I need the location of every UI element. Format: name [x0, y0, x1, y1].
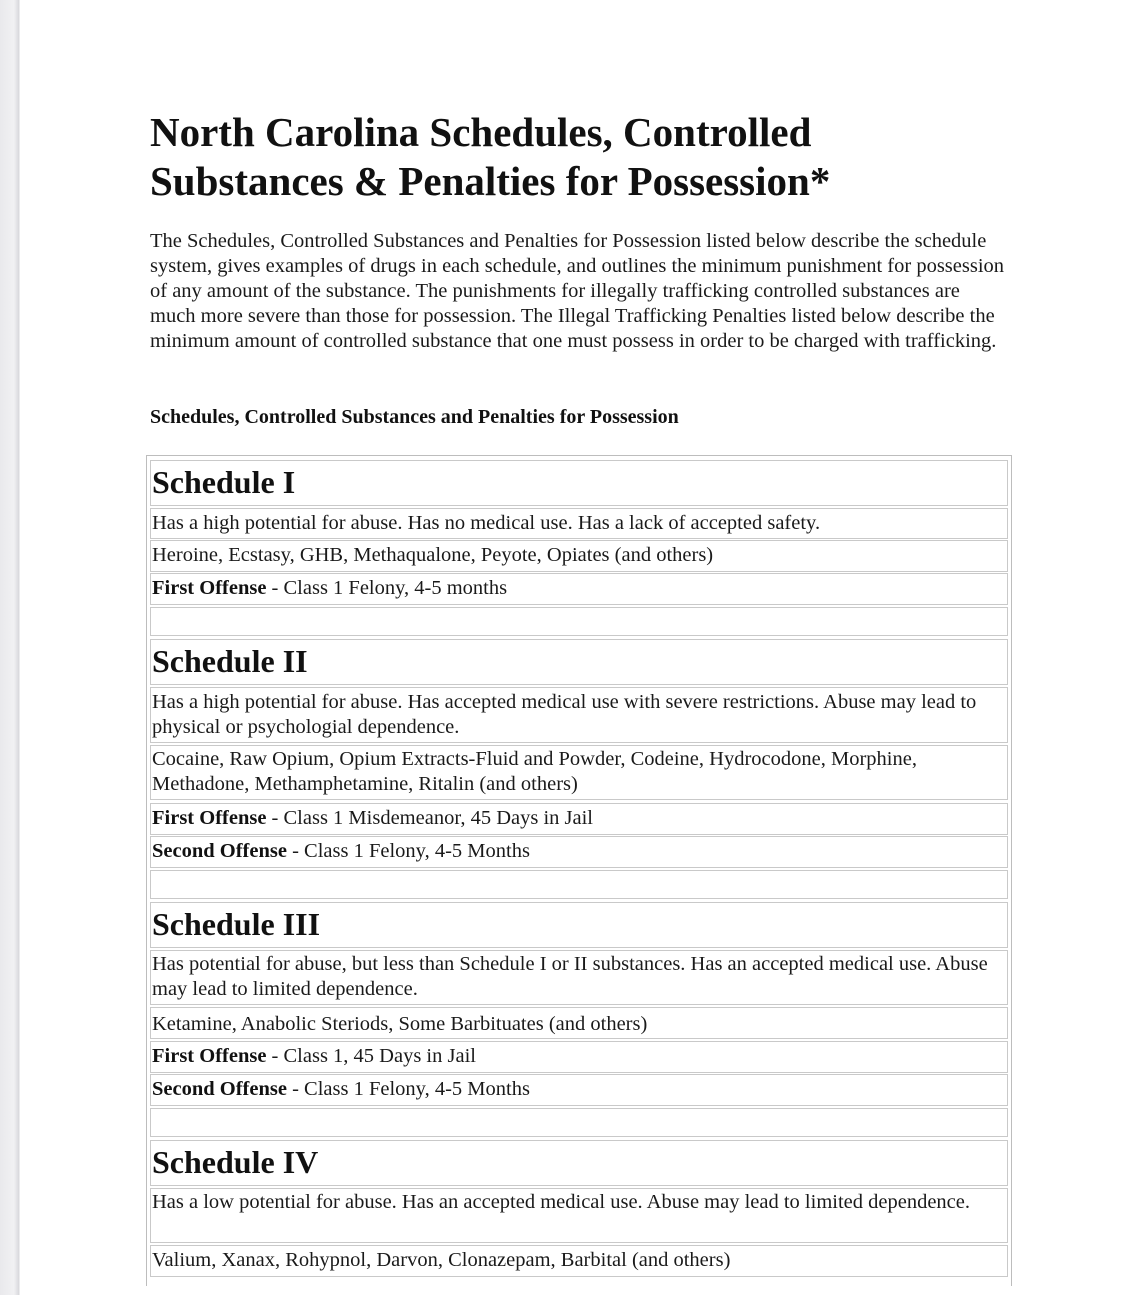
- second-offense-penalty: - Class 1 Felony, 4-5 Months: [286, 840, 530, 862]
- section-heading: Schedules, Controlled Substances and Penalties for Possession: [150, 406, 679, 428]
- first-offense-label: First Offense: [152, 577, 267, 599]
- schedule-2-second-offense: [150, 836, 1008, 868]
- spacer-row: [150, 870, 1008, 899]
- first-offense-label: First Offense: [152, 807, 267, 829]
- schedule-2-examples: Cocaine, Raw Opium, Opium Extracts-Fluid and Powder, Codeine, Hydrocodone, Morphine, Methadone, Methamphetamine, Ritalin (and others): [150, 745, 1008, 800]
- schedule-3-heading: Schedule III: [150, 902, 1008, 948]
- schedule-3-second-offense: [150, 1074, 1008, 1106]
- intro-paragraph: The Schedules, Controlled Substances and Penalties for Possession listed below describe the schedule system, gives examples of drugs in each schedule, and outlines the minimum punishment for possession of any amount of the substance. The punishments for illegally trafficking controlled substances are much more severe than those for possession. The Illegal Trafficking Penalties listed below describe the minimum amount of controlled substance that one must possess in order to be charged with trafficking.: [150, 230, 1005, 352]
- first-offense-penalty: - Class 1, 45 Days in Jail: [266, 1045, 476, 1067]
- schedule-1-description: Has a high potential for abuse. Has no medical use. Has a lack of accepted safety.: [150, 508, 1008, 539]
- schedule-1-heading: Schedule I: [150, 460, 1008, 506]
- second-offense-label: Second Offense: [152, 1078, 287, 1100]
- schedule-3-examples: Ketamine, Anabolic Steriods, Some Barbituates (and others): [150, 1007, 1008, 1039]
- schedule-2-description: Has a high potential for abuse. Has accepted medical use with severe restrictions. Abuse may lead to physical or psychologial dependence.: [150, 687, 1008, 743]
- first-offense-penalty: - Class 1 Felony, 4-5 months: [266, 577, 508, 599]
- schedules-table: [146, 455, 1012, 1286]
- schedule-3-description: Has potential for abuse, but less than Schedule I or II substances. Has an accepted medical use. Abuse may lead to limited dependence.: [150, 950, 1008, 1005]
- spacer-row: [150, 1108, 1008, 1137]
- schedule-4-heading: Schedule IV: [150, 1140, 1008, 1186]
- first-offense-label: First Offense: [152, 1045, 267, 1067]
- second-offense-penalty: - Class 1 Felony, 4-5 Months: [286, 1078, 530, 1100]
- page-edge-shadow: [0, 0, 20, 1295]
- schedule-2-heading: Schedule II: [150, 639, 1008, 685]
- second-offense-label: Second Offense: [152, 840, 287, 862]
- page-title: North Carolina Schedules, Controlled Substances & Penalties for Possession*: [150, 109, 831, 204]
- schedule-3-first-offense: [150, 1041, 1008, 1073]
- spacer-row: [150, 607, 1008, 636]
- schedule-2-first-offense: [150, 803, 1008, 835]
- first-offense-penalty: - Class 1 Misdemeanor, 45 Days in Jail: [266, 807, 593, 829]
- schedule-1-first-offense: [150, 573, 1008, 605]
- schedule-1-examples: Heroine, Ecstasy, GHB, Methaqualone, Peyote, Opiates (and others): [150, 540, 1008, 572]
- schedule-4-description: Has a low potential for abuse. Has an accepted medical use. Abuse may lead to limited dependence.: [150, 1188, 1008, 1243]
- schedule-4-examples: Valium, Xanax, Rohypnol, Darvon, Clonazepam, Barbital (and others): [150, 1245, 1008, 1277]
